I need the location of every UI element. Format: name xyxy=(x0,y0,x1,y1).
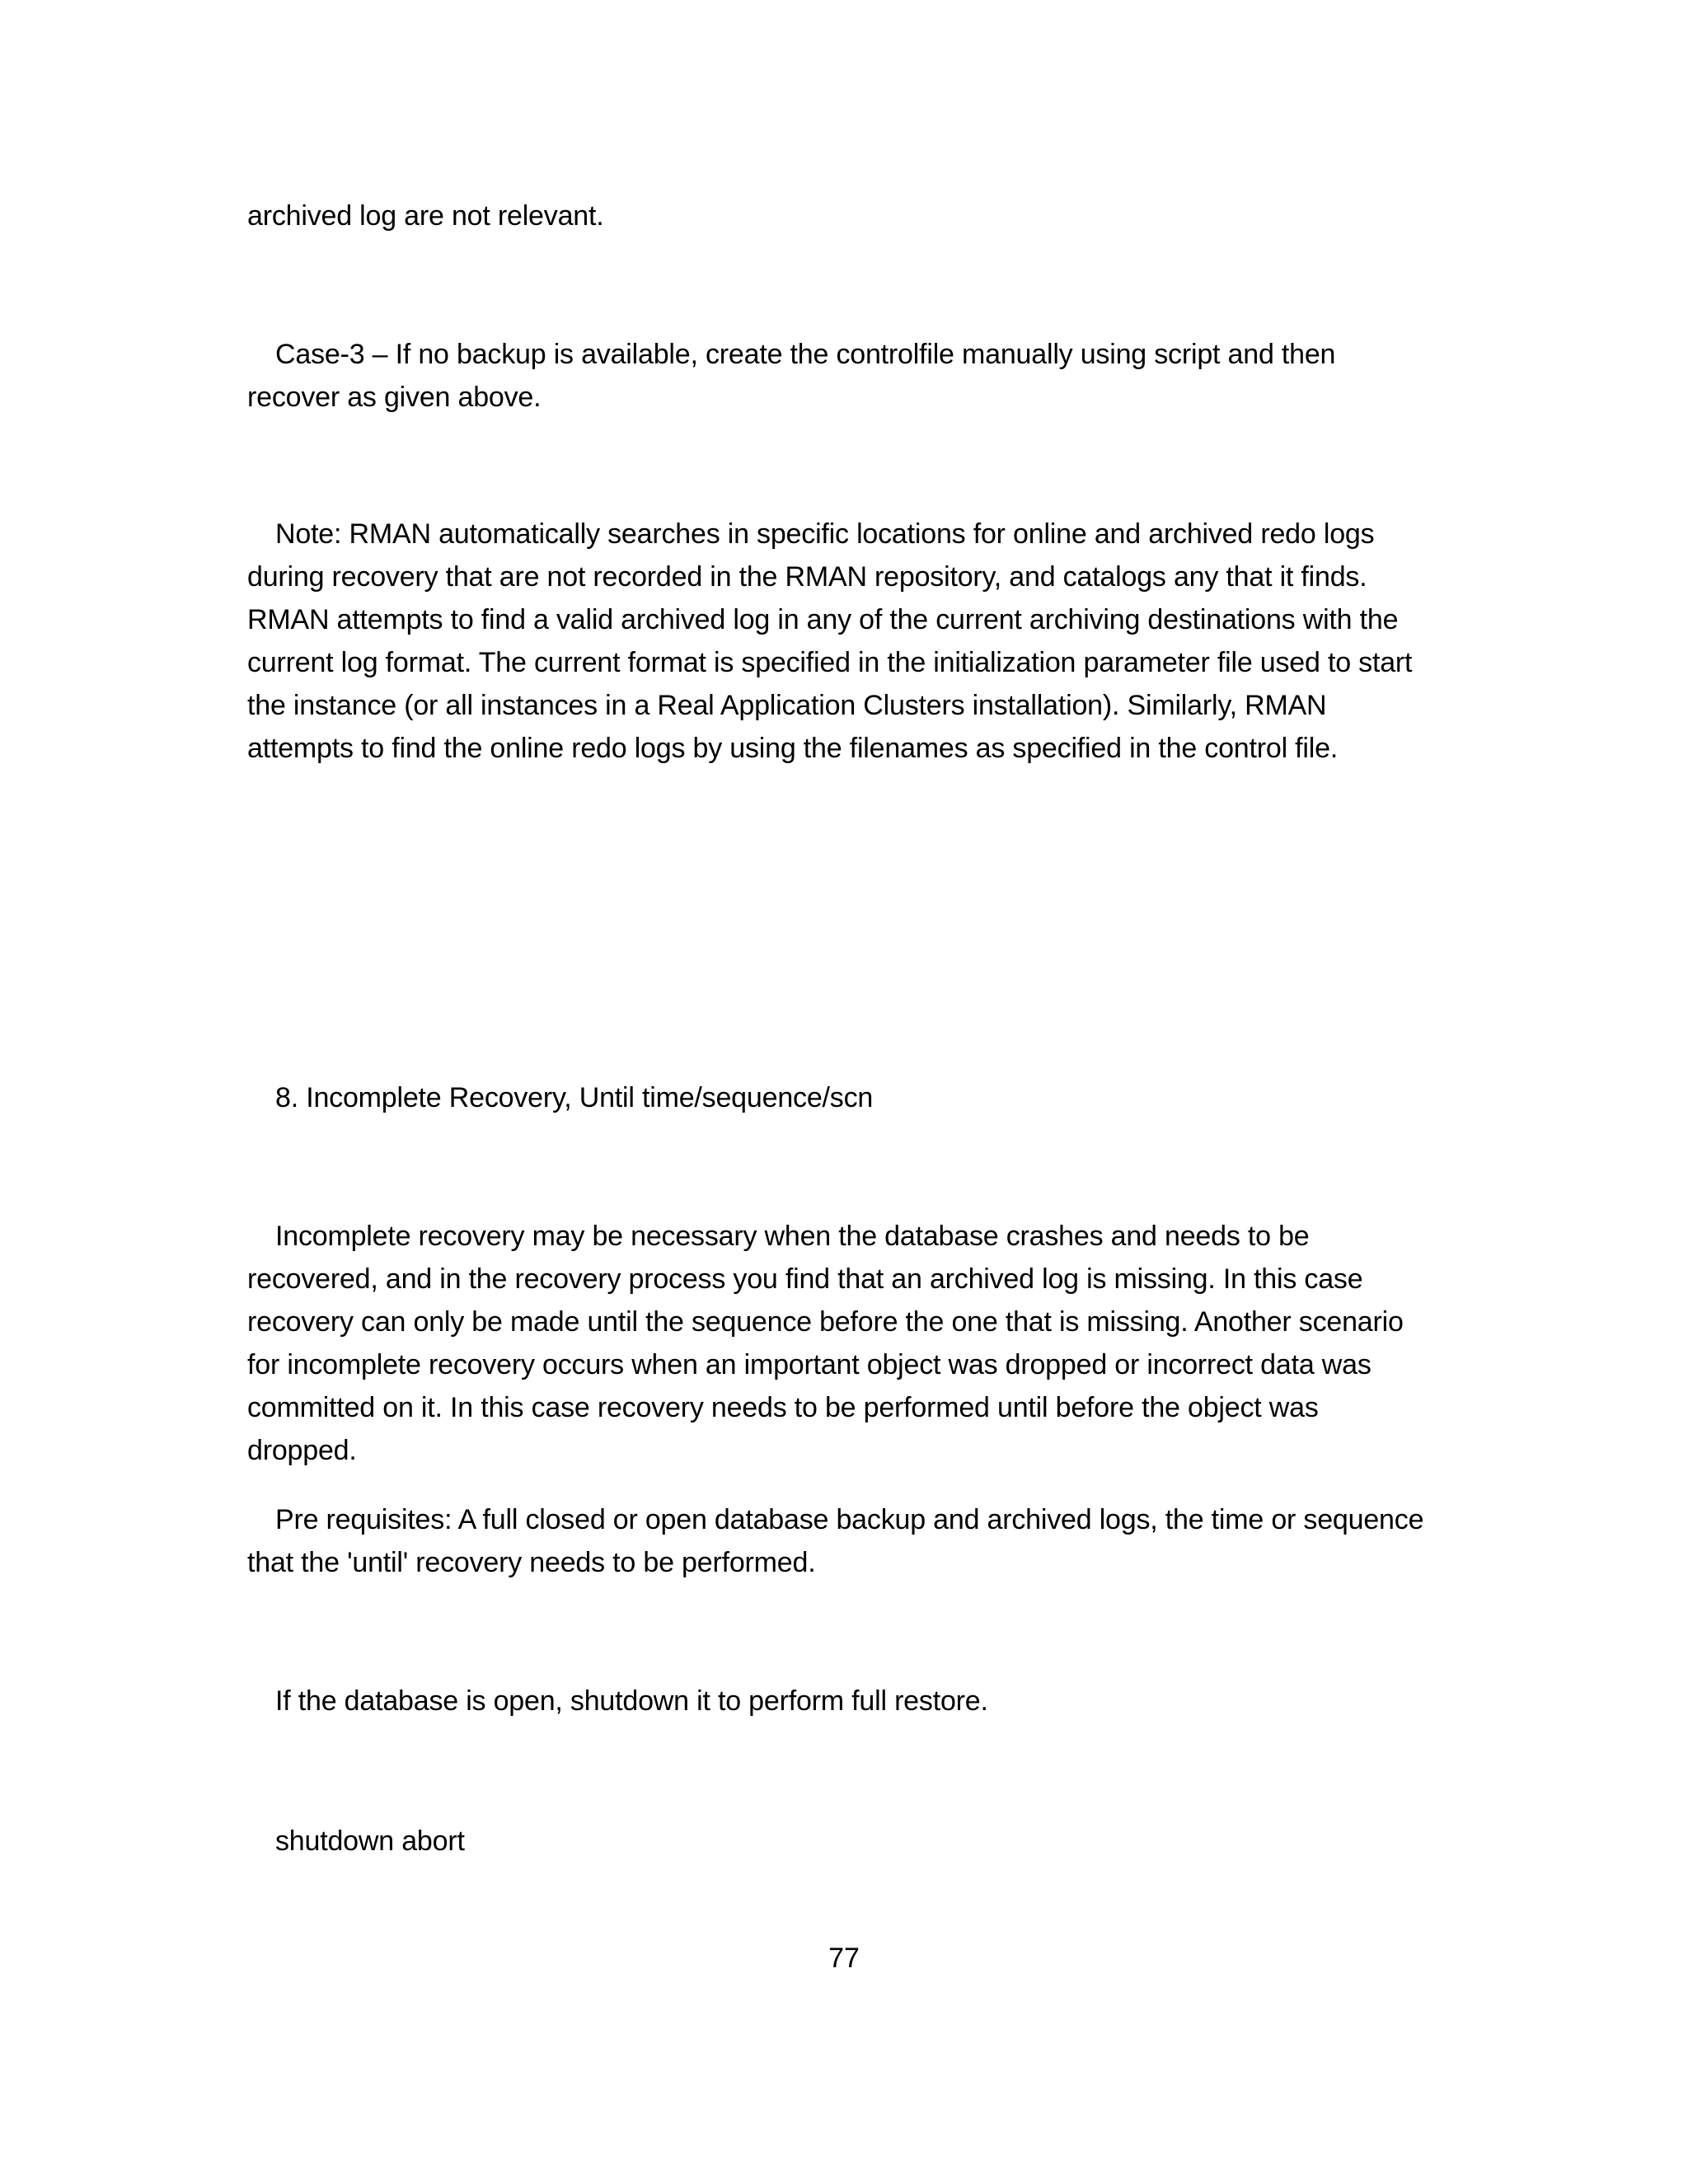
page-number: 77 xyxy=(828,1943,860,1974)
code-shutdown-abort: shutdown abort xyxy=(275,1825,465,1857)
paragraph-rman-note: Note: RMAN automatically searches in specific locations for online and archived redo logs during recovery that are not recorded in the RMAN repository, and catalogs any that it finds. RMAN attempts to find a valid archived log in any of the current archiving destinations with the current log format. The current format is specified in the initialization parameter file used to start the instance (or all instances in a Real Application Clusters installation). Similarly, RMAN attempts to find the online redo logs by using the filenames as specified in the control file. xyxy=(247,518,1413,764)
paragraph-case-3: Case-3 – If no backup is available, create the controlfile manually using script and then recover as given above. xyxy=(247,339,1336,413)
paragraph-shutdown-instruction: If the database is open, shutdown it to perform full restore. xyxy=(275,1685,988,1717)
paragraph-prerequisites: Pre requisites: A full closed or open database backup and archived logs, the time or sequence that the 'until' recovery needs to be performed. xyxy=(247,1504,1424,1578)
paragraph-incomplete-recovery-description: Incomplete recovery may be necessary when the database crashes and needs to be recovered, and in the recovery process you find that an archived log is missing. In this case recovery can only be made until the sequence before the one that is missing. Another scenario for incomplete recovery occurs when an important object was dropped or incorrect data was committed on it. In this case recovery needs to be performed until before the object was dropped. xyxy=(247,1221,1404,1466)
paragraph-archived-log-not-relevant: archived log are not relevant. xyxy=(247,200,604,232)
section-heading-incomplete-recovery: 8. Incomplete Recovery, Until time/sequence/scn xyxy=(275,1082,874,1113)
